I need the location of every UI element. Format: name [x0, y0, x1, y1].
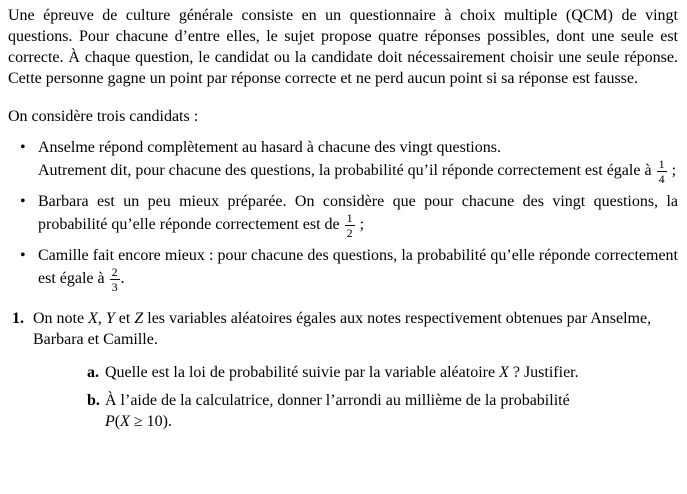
variable-z: Z — [134, 310, 144, 327]
statement-text: , — [97, 310, 106, 327]
sub-question-a — [33, 362, 678, 383]
bullet-line-2: Autrement dit, pour chacune des questions, la probabilité qu’il réponde correctement est égale à — [38, 162, 656, 180]
formula-text: ≥ 10). — [129, 413, 172, 430]
bullet-line-1: Barbara est un peu mieux préparée. On considère que pour chacune des vingt questions, la probabilité qu’elle réponde correctement est de — [38, 193, 678, 234]
statement-text: À l’aide de la calculatrice, donner l’arrondi au millième de la probabilité — [105, 392, 570, 409]
list-item-anselme — [8, 137, 678, 185]
sub-question-a-text — [105, 362, 678, 383]
sub-question-b — [33, 390, 678, 432]
formula-text: ( — [114, 413, 121, 430]
bullet-icon: • — [20, 247, 26, 264]
sub-question-a-marker: a. — [87, 364, 99, 381]
bullet-text-barbara — [38, 191, 678, 239]
variable-x: X — [499, 364, 509, 381]
fraction-one-half — [344, 212, 356, 239]
list-item-camille — [8, 245, 678, 293]
statement-text: On note — [33, 310, 89, 327]
fraction-numerator: 2 — [111, 265, 118, 279]
bullet-line-1: Anselme répond complètement au hasard à chacune des vingt questions. — [38, 139, 501, 156]
bullet-text-camille — [38, 245, 678, 293]
bullet-icon: • — [20, 193, 26, 210]
question-number: 1. — [12, 310, 24, 327]
statement-text: ? Justifier. — [508, 364, 579, 381]
variable-x: X — [88, 310, 98, 327]
fraction-numerator: 1 — [346, 211, 353, 225]
intro-paragraph: Une épreuve de culture générale consiste en un questionnaire à choix multiple (QCM) de vingt questions. Pour chacune d’entre elles, le sujet propose quatre réponses possibles, dont une seule est correcte. À chaque question, le candidat ou la candidate doit nécessairement choisir une seule réponse. Cette personne gagne un point par réponse correcte et ne perd aucun point si sa réponse est fausse. — [8, 7, 678, 87]
fraction-denominator: 3 — [111, 280, 118, 294]
bullet-line-1: Camille fait encore mieux : pour chacune des questions, la probabilité qu’elle réponde correctement est égale à — [38, 247, 678, 288]
bullet-after-frac: ; — [355, 216, 365, 234]
fraction-two-thirds — [109, 266, 121, 293]
statement-text: les variables aléatoires égales aux notes respectivement obtenues par Anselme, Barbara et Camille. — [33, 310, 652, 348]
question-1 — [8, 308, 678, 432]
fraction-numerator: 1 — [658, 157, 665, 171]
fraction-one-quarter — [656, 158, 668, 185]
sub-question-b-text — [105, 390, 678, 432]
variable-p: P — [105, 413, 115, 430]
variable-x: X — [120, 413, 130, 430]
sub-question-b-marker: b. — [87, 392, 100, 409]
bullet-after-frac: . — [120, 270, 125, 288]
fraction-denominator: 4 — [658, 172, 665, 186]
question-1-statement — [33, 308, 678, 350]
fraction-denominator: 2 — [346, 226, 353, 240]
variable-y: Y — [105, 310, 115, 327]
bullet-icon: • — [20, 139, 26, 156]
statement-text: Quelle est la loi de probabilité suivie par la variable aléatoire — [105, 364, 500, 381]
bullet-after-frac: ; — [667, 162, 677, 180]
candidates-intro: On considère trois candidats : — [8, 108, 199, 125]
bullet-text-anselme — [38, 137, 678, 185]
statement-text: et — [114, 310, 135, 327]
candidates-list — [8, 137, 678, 293]
list-item-barbara — [8, 191, 678, 239]
